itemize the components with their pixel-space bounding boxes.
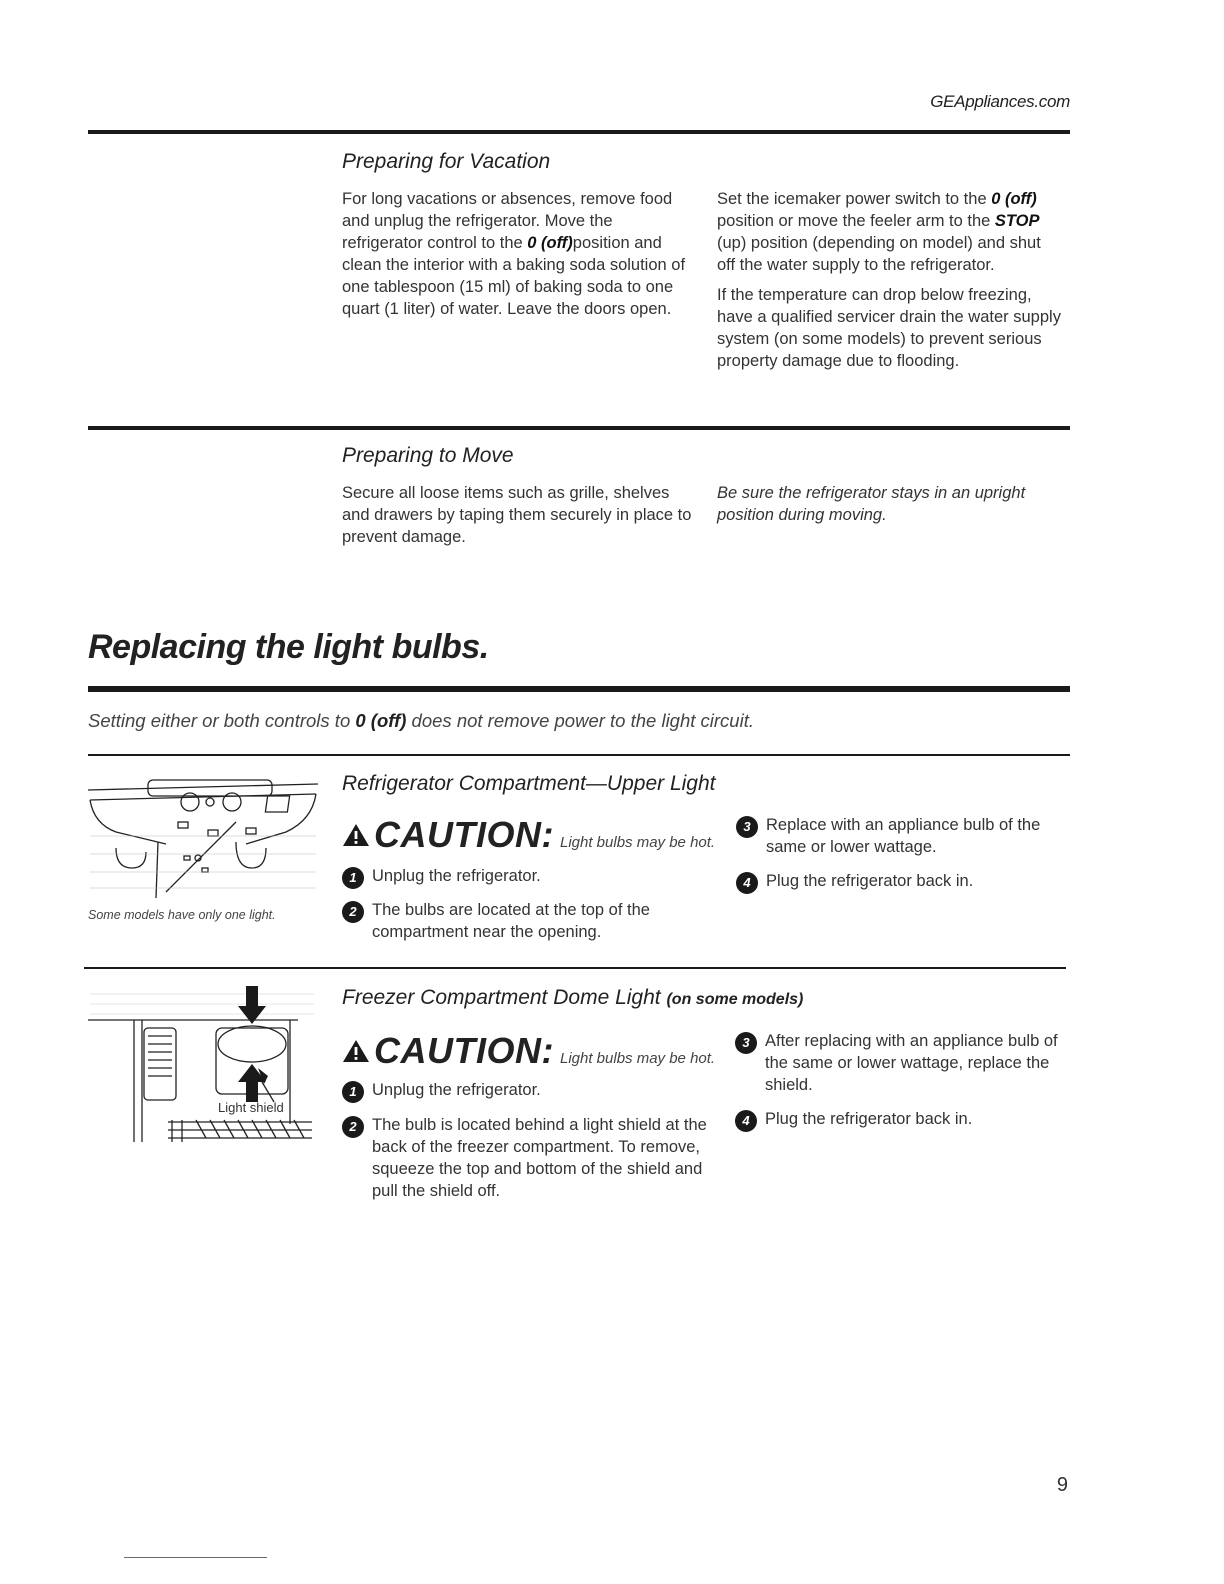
step-number-badge: 3	[736, 816, 758, 838]
freezer-step-4: 4 Plug the refrigerator back in.	[735, 1108, 1055, 1132]
upper-step-3: 3 Replace with an appliance bulb of the same or lower wattage.	[736, 814, 1056, 858]
move-title: Preparing to Move	[342, 444, 514, 467]
warning-icon	[342, 822, 370, 848]
upper-caution	[342, 814, 715, 856]
section-rule	[88, 426, 1070, 430]
bulbs-note: Setting either or both controls to 0 (off) does not remove power to the light circuit.	[88, 710, 754, 731]
vacation-left-text: For long vacations or absences, remove food and unplug the refrigerator. Move the refrigerator control to the 0 (off)position and clean the interior with a baking soda solution of one tablespoon (15 ml) of baking soda to one quart (1 liter) of water. Leave the doors open.	[342, 190, 686, 318]
upper-step-4: 4 Plug the refrigerator back in.	[736, 870, 1056, 894]
freezer-title: Freezer Compartment Dome Light (on some models)	[342, 986, 804, 1009]
step-number-badge: 3	[735, 1032, 757, 1054]
upper-step-2: 2 The bulbs are located at the top of the compartment near the opening.	[342, 899, 692, 943]
upper-caption: Some models have only one light.	[88, 908, 276, 922]
step-number-badge: 1	[342, 1081, 364, 1103]
freezer-caution	[342, 1030, 715, 1072]
step-number-badge: 4	[736, 872, 758, 894]
footer-link-line	[124, 1557, 267, 1558]
vacation-right-text: Set the icemaker power switch to the 0 (off) position or move the feeler arm to the STOP (up) position (depending on model) and shut off the water supply to the refrigerator. If the temperature can drop below freezing, have a qualified servicer drain the water supply system (on some models) to prevent serious property damage due to flooding.	[717, 190, 1061, 370]
site-url: GEAppliances.com	[930, 92, 1070, 111]
page-number: 9	[1056, 1474, 1068, 1496]
caution-word: CAUTION:	[374, 814, 554, 855]
freezer-step-3: 3 After replacing with an appliance bulb of the same or lower wattage, replace the shield.	[735, 1030, 1081, 1096]
header-rule	[88, 130, 1070, 134]
freezer-light-illustration	[86, 984, 318, 1146]
caution-hint: Light bulbs may be hot.	[559, 834, 716, 851]
caution-word: CAUTION:	[374, 1030, 554, 1071]
note-rule	[88, 754, 1070, 756]
move-right-text: Be sure the refrigerator stays in an upright position during moving.	[717, 484, 1026, 524]
bulbs-rule	[88, 686, 1070, 692]
caution-hint: Light bulbs may be hot.	[559, 1050, 716, 1067]
step-number-badge: 1	[342, 867, 364, 889]
step-number-badge: 2	[342, 1116, 364, 1138]
freezer-step-2: 2 The bulb is located behind a light shield at the back of the freezer compartment. To remove, squeeze the top and bottom of the shield and pull the shield off.	[342, 1114, 708, 1202]
bulbs-title: Replacing the light bulbs.	[88, 628, 489, 666]
freezer-step-1: 1 Unplug the refrigerator.	[342, 1079, 702, 1103]
step-number-badge: 2	[342, 901, 364, 923]
upper-title: Refrigerator Compartment—Upper Light	[342, 772, 716, 795]
step-number-badge: 4	[735, 1110, 757, 1132]
shield-label: Light shield	[218, 1100, 284, 1115]
warning-icon	[342, 1038, 370, 1064]
vacation-title: Preparing for Vacation	[342, 150, 551, 173]
upper-step-1: 1 Unplug the refrigerator.	[342, 865, 692, 889]
upper-light-illustration	[86, 772, 320, 900]
upper-rule	[84, 967, 1066, 969]
move-left-text: Secure all loose items such as grille, shelves and drawers by taping them securely in place to prevent damage.	[342, 484, 692, 546]
